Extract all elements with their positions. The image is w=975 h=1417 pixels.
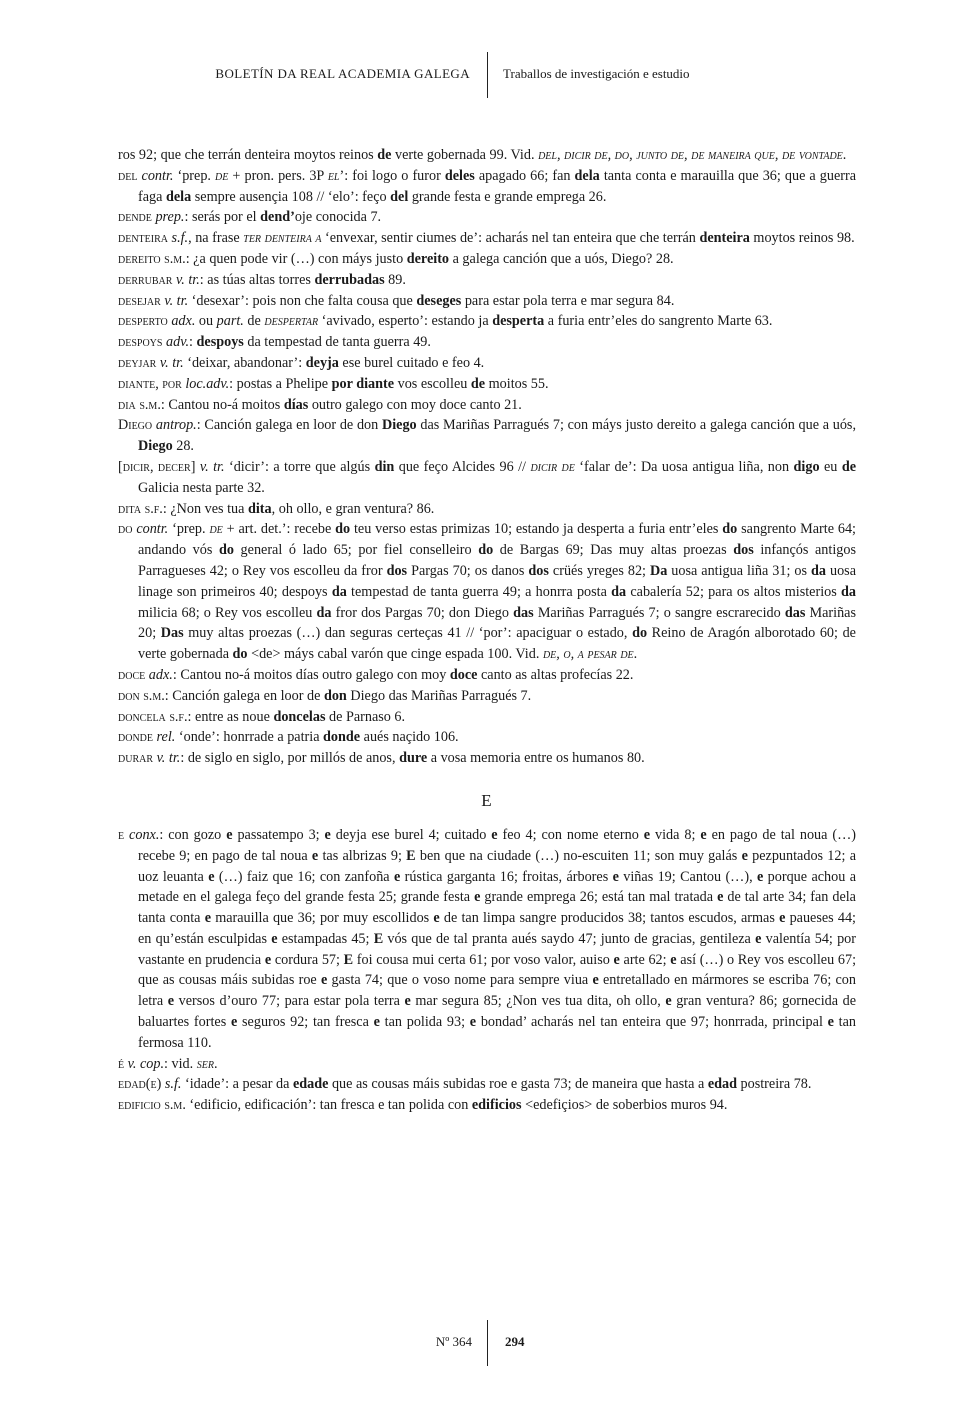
entries-d	[118, 145, 856, 769]
entry-keyword: deles	[444, 167, 475, 184]
entry-text: 89.	[384, 271, 406, 288]
entry-text: vida 8;	[650, 826, 701, 843]
entry-text: : ¿Non ves tua	[162, 500, 248, 517]
entry-headword: desejar	[118, 292, 161, 309]
entry-keyword: do	[632, 625, 648, 642]
entry-headword: durar	[118, 750, 154, 767]
dictionary-entry	[118, 707, 856, 728]
entry-text: grande festa e grande emprega 26.	[408, 188, 607, 205]
entry-text: Diego das Mariñas Parragués 7.	[346, 687, 532, 704]
entry-text: : serás por el	[184, 209, 261, 226]
page-footer	[0, 1320, 975, 1366]
entry-keyword: dure	[399, 750, 428, 767]
entry-grammar-label: s.m.	[164, 1097, 186, 1114]
entry-grammar-label: v. tr.	[176, 271, 200, 288]
entry-text: grande emprega 26; está tan mal tratada	[480, 889, 718, 906]
entry-headword: dia	[118, 396, 136, 413]
dictionary-entry	[118, 727, 856, 748]
entry-text: 28.	[172, 438, 194, 455]
entry-grammar-label: antrop.	[155, 417, 197, 434]
entry-text: entretallado en mármores se escriba 76; con letra	[138, 972, 856, 1010]
entry-text: : Cantou no-á moitos	[160, 396, 284, 413]
dictionary-entry	[118, 332, 856, 353]
entry-grammar-label: s.m.	[143, 687, 165, 704]
entry-text: ‘prep.	[168, 521, 210, 538]
entry-grammar-label: v. tr.	[199, 458, 225, 475]
dictionary-entry	[118, 1054, 856, 1075]
entry-text: porque achou a metade en el galega feço del grande festa 25; grande festa	[138, 868, 856, 906]
entry-headword: do	[118, 521, 133, 538]
entry-keyword: e	[373, 1014, 380, 1031]
entry-keyword: e	[670, 951, 677, 968]
entry-keyword: e	[665, 993, 672, 1010]
entry-text: pezpuntados 12; a uoz leuanta	[138, 847, 856, 885]
entry-grammar-label: v. cop.	[127, 1055, 165, 1072]
dictionary-body	[118, 145, 856, 1116]
entry-keyword: da	[811, 562, 826, 579]
entry-grammar-label: adx.	[171, 313, 196, 330]
entry-text: ‘desexar’: pois non che falta cousa que	[188, 292, 417, 309]
entry-keyword: e	[700, 826, 707, 843]
entry-keyword: de	[377, 147, 392, 163]
entry-text: : con gozo	[159, 826, 227, 843]
entry-keyword: días	[283, 396, 309, 413]
entry-text: sempre ausençia 108 // ‘elo’: feço	[191, 188, 391, 205]
entry-text: das Mariñas Parragués 7; con máys justo dereito a galega canción que a uós,	[416, 417, 857, 434]
entry-cross-reference: del, dicir de, do, junto de, de maneira que, de vontade	[538, 147, 843, 163]
entry-keyword: e	[393, 868, 401, 885]
entry-keyword: dela	[165, 188, 192, 205]
entry-keyword: por diante	[331, 375, 395, 392]
entry-keyword: dos	[528, 562, 549, 579]
entry-headword: edad(e)	[118, 1076, 162, 1093]
entry-text: passatempo 3;	[232, 826, 325, 843]
entry-keyword: e	[320, 972, 328, 989]
entry-text: ‘dicir’: a torre que algús	[224, 458, 375, 475]
dictionary-entry	[118, 686, 856, 707]
entry-keyword: e	[311, 847, 319, 864]
entry-grammar-label: adv.	[166, 334, 189, 351]
entry-cross-reference: de, o, a pesar de	[542, 646, 634, 663]
entry-text: tanta conta e marauilla que 36; que a guerra faga	[138, 167, 857, 205]
entry-keyword: das	[784, 604, 806, 621]
entry-text: ‘envexar, sentir ciumes de’: acharás nel tan enteira que che terrán	[321, 230, 700, 247]
entry-text: Reino de Aragón alborotado 60; de verte gobernada	[138, 625, 856, 663]
entry-keyword: e	[827, 1014, 834, 1031]
entry-text: a furia entr’eles do sangrento Marte 63.	[544, 313, 773, 330]
entry-headword: dende	[118, 209, 152, 226]
entry-headword: del	[118, 167, 138, 184]
entry-text: sangrento Marte 64; andando vós	[138, 521, 856, 559]
entry-text: estampadas 45;	[277, 930, 374, 947]
entry-text: rústica garganta 16; froitas, árbores	[400, 868, 613, 885]
entry-text: gasta 74; que o voso nome para sempre viua	[327, 972, 593, 989]
entry-text: .	[633, 646, 638, 663]
entry-text: : entre as noue	[187, 708, 274, 725]
entry-cross-reference: ter denteira a	[243, 230, 322, 247]
entry-text: para estar pola terra e mar segura 84.	[461, 292, 675, 309]
entry-text: ‘avivado, esperto’: estando ja	[318, 313, 493, 330]
entry-headword: despoys	[118, 334, 163, 351]
entry-text: : Canción galega en loor de don	[196, 417, 382, 434]
entry-keyword: e	[643, 826, 651, 843]
dictionary-entry	[118, 311, 856, 332]
entry-grammar-label: s.f.	[169, 708, 188, 725]
section-letter-heading: E	[481, 790, 493, 810]
entry-headword: donde	[118, 729, 153, 746]
entry-keyword: e	[264, 951, 272, 968]
entry-keyword: e	[230, 1014, 238, 1031]
entry-text: canto as altas profecías 22.	[477, 666, 634, 683]
entry-keyword: Da	[649, 562, 668, 579]
entry-keyword: e	[717, 889, 724, 906]
entry-text: <edefiçios> de soberbios muros 94.	[521, 1097, 728, 1114]
entry-headword: dereito	[118, 250, 161, 267]
entry-grammar-label: s.m.	[164, 250, 186, 267]
entry-keyword: e	[167, 993, 175, 1010]
entry-headword: doce	[118, 666, 146, 683]
entry-text: ‘falar de’: Da uosa antigua liña, non	[574, 458, 794, 475]
entry-keyword: e	[208, 868, 215, 885]
entry-text: viñas 19; Cantou (…),	[618, 868, 757, 885]
entry-text: aués naçido 106.	[360, 729, 459, 746]
entry-grammar-label: s.f.	[144, 500, 163, 517]
entry-text: oje conocida 7.	[294, 209, 382, 226]
entry-text: ou	[195, 313, 217, 330]
entry-keyword: denteira	[699, 230, 750, 247]
entry-grammar-label: conx.	[129, 826, 160, 843]
entry-cross-reference: de	[215, 167, 229, 184]
entry-headword: doncela	[118, 708, 166, 725]
entry-grammar-label: prep.	[155, 209, 185, 226]
entry-headword: e	[118, 826, 125, 843]
entry-keyword: e	[613, 951, 620, 968]
entry-cross-reference: despertar	[264, 313, 319, 330]
entry-headword: deyjar	[118, 354, 157, 371]
entry-text: foi cousa mui certa 61; por voso valor, auiso	[353, 951, 614, 968]
entry-keyword: Das	[160, 625, 184, 642]
entry-grammar-label: contr.	[136, 521, 169, 538]
entry-headword: desperto	[118, 313, 168, 330]
entry-text: <de> máys cabal varón que cinge espada 100. Vid.	[247, 646, 543, 663]
dictionary-entry	[118, 291, 856, 312]
entry-keyword: deyja	[305, 354, 339, 371]
entry-keyword: dend’	[260, 209, 295, 226]
dictionary-entry	[118, 499, 856, 520]
entry-text: mar segura 85; ¿Non ves tua dita, oh ollo,	[410, 993, 666, 1010]
entry-text: ‘idade’: a pesar da	[181, 1076, 293, 1093]
entry-keyword: dos	[733, 542, 754, 559]
entry-keyword: Diego	[381, 417, 417, 434]
entry-headword: derrubar	[118, 271, 173, 288]
entry-keyword: del	[390, 188, 409, 205]
entry-keyword: dita	[247, 500, 272, 517]
entry-grammar-label: s.m.	[139, 396, 161, 413]
entry-keyword: e	[404, 993, 411, 1010]
entry-text: : Canción galega en loor de	[164, 687, 324, 704]
entry-text: .	[842, 147, 847, 163]
entry-grammar-label: rel.	[156, 729, 176, 746]
entry-text: de	[243, 313, 265, 330]
entry-text: ‘prep.	[173, 167, 216, 184]
entry-text: tan fermosa 110.	[138, 1014, 856, 1051]
entry-keyword: de	[470, 375, 486, 392]
entry-text: : vid.	[164, 1055, 197, 1072]
entry-text: teu verso estas primizas 10; estando ja desperta a furia entr’eles	[350, 521, 723, 538]
entry-headword: [dicir, decer]	[118, 458, 196, 475]
entry-text: general ó lado 65; por fiel conselleiro	[233, 542, 479, 559]
dictionary-entry	[118, 457, 856, 499]
entry-text: da tempestad de tanta guerra 49.	[243, 334, 431, 351]
entry-keyword: doncelas	[273, 708, 326, 725]
entry-headword: don	[118, 687, 140, 704]
entry-text: verte gobernada 99. Vid.	[391, 147, 539, 163]
dictionary-entry	[118, 145, 856, 166]
entry-text: uosa antigua liña 31; os	[667, 562, 812, 579]
entry-text: gran ventura? 86; gornecida de baluartes fortes	[138, 993, 856, 1031]
dictionary-entry	[118, 270, 856, 291]
entry-text: valentía 54; por vastante en prudencia	[138, 930, 856, 968]
dictionary-entry	[118, 519, 856, 665]
entry-text: a vosa memoria entre os humanos 80.	[427, 750, 645, 767]
entry-text: ros 92; que che terrán denteira moytos reinos	[118, 147, 378, 163]
entry-cross-reference: el	[327, 167, 340, 184]
entry-text: de tan limpa sangre producidos 38; tantos escudos, armas	[439, 910, 780, 927]
entries-e	[118, 825, 856, 1116]
page-number: 294	[505, 1334, 525, 1349]
entry-headword: Diego	[118, 417, 153, 434]
entry-keyword: edificios	[471, 1097, 522, 1114]
entry-text: eu	[819, 458, 842, 475]
entry-text: cordura 57;	[271, 951, 344, 968]
entry-text: tas albrizas 9;	[318, 847, 407, 864]
journal-title: BOLETÍN DA REAL ACADEMIA GALEGA	[215, 66, 470, 81]
entry-text: (…) faiz que 16; con zanfoña	[214, 868, 394, 885]
entry-keyword: edade	[292, 1076, 329, 1093]
entry-keyword: e	[741, 847, 748, 864]
entry-text: seguros 92; tan fresca	[237, 1014, 374, 1031]
entry-cross-reference: ser	[196, 1055, 214, 1072]
entry-keyword: din	[374, 458, 395, 475]
entry-text: versos d’ouro 77; para estar pola terra	[174, 993, 405, 1010]
entry-text: moitos 55.	[485, 375, 549, 392]
entry-keyword: E	[406, 847, 416, 864]
dictionary-entry	[118, 825, 856, 1054]
entry-text: tempestad de tanta guerra 49; a honrra posta	[346, 583, 612, 600]
entry-text: feo 4; con nome eterno	[497, 826, 644, 843]
entry-text: infançós antigos Parragueses 42; o Rey vos escolleu da fror	[138, 542, 856, 579]
entry-text: moytos reinos 98.	[749, 230, 855, 247]
entry-text: ’: foi logo o furor	[339, 167, 445, 184]
entry-text: : ¿a quen pode vir (…) con máys justo	[185, 250, 407, 267]
entry-keyword: do	[335, 521, 351, 538]
entry-text: ‘onde’: honrrade a patria	[175, 729, 324, 746]
entry-keyword: don	[323, 687, 347, 704]
entry-headword: denteira	[118, 230, 168, 247]
entry-text: + pron. pers. 3P	[228, 167, 328, 184]
entry-text: : as túas altas torres	[199, 271, 315, 288]
entry-keyword: digo	[793, 458, 820, 475]
entry-text: ese burel cuitado e feo 4.	[338, 354, 485, 371]
entry-keyword: edad	[707, 1076, 737, 1093]
entry-text: de Bargas 69; Das muy altas proezas	[493, 542, 734, 559]
entry-keyword: e	[226, 826, 233, 843]
entry-keyword: e	[469, 1014, 477, 1031]
entry-keyword: da	[611, 583, 627, 600]
entry-keyword: E	[373, 930, 384, 947]
entry-keyword: despoys	[196, 334, 244, 351]
entry-text: a galega canción que a uós, Diego? 28.	[449, 250, 674, 267]
entry-keyword: e	[612, 868, 619, 885]
entry-text: marauilla que 36; por muy escollidos	[211, 910, 434, 927]
entry-text: ‘edificio, edificación’: tan fresca e tan polida con	[185, 1097, 472, 1114]
entry-text: así (…) o Rey vos escolleu 67; que as cousas máis subidas roe	[138, 951, 857, 989]
entry-keyword: dos	[386, 562, 408, 579]
entry-text: :	[189, 334, 197, 351]
entry-grammar-label: loc.adv.	[185, 375, 230, 392]
entry-text: de tal arte 34; fan dela tanta conta	[138, 889, 856, 927]
entry-text: que feço Alcides 96 //	[394, 458, 531, 475]
entry-keyword: e	[474, 889, 481, 906]
entry-keyword: donde	[323, 729, 361, 746]
entry-text: , oh ollo, e gran ventura? 86.	[271, 500, 435, 517]
entry-text: postreira 78.	[736, 1076, 812, 1093]
entry-grammar-label: contr.	[141, 167, 174, 184]
entry-keyword: das	[513, 604, 534, 621]
dictionary-entry	[118, 748, 856, 769]
header-divider	[487, 52, 488, 98]
entry-keyword: de	[841, 458, 856, 475]
entry-keyword: da	[316, 604, 332, 621]
entry-text: : postas a Phelipe	[229, 375, 332, 392]
entry-keyword: da	[841, 583, 856, 600]
footer-divider	[487, 1320, 488, 1366]
entry-text: crüés yreges 82;	[548, 562, 650, 579]
entry-keyword: e	[491, 826, 498, 843]
entry-text: deyja ese burel 4; cuitado	[330, 826, 492, 843]
entry-keyword: do	[478, 542, 494, 559]
dictionary-entry	[118, 1095, 856, 1116]
entry-text: en pago de tal noua (…) recebe 9; en pago de tal noua	[138, 826, 857, 864]
entry-text: Mariñas Parragués 7; o sangre escrarecido	[533, 604, 785, 621]
dictionary-entry	[118, 353, 856, 374]
entry-text: que as cousas máis subidas roe e gasta 73; de maneira que hasta a	[328, 1076, 708, 1093]
entry-text: apagado 66; fan	[474, 167, 575, 184]
entry-text: vos escolleu	[394, 375, 471, 392]
entry-text: Mariñas 20;	[138, 604, 856, 642]
entry-text: de Parnaso 6.	[325, 708, 406, 725]
entry-text: ‘deixar, abandonar’:	[183, 354, 306, 371]
entry-text: .	[213, 1055, 218, 1072]
entry-keyword: e	[755, 930, 762, 947]
dictionary-entry	[118, 665, 856, 686]
entry-keyword: Diego	[138, 438, 173, 455]
entry-keyword: do	[218, 542, 234, 559]
entry-text: paueses 44; en qu’están esculpidas	[138, 910, 857, 947]
entry-keyword: desperta	[492, 313, 545, 330]
entry-text: cabalería 52; para os altos misterios	[626, 583, 842, 600]
dictionary-entry	[118, 415, 856, 457]
entry-headword: edificio	[118, 1097, 161, 1114]
dictionary-entry	[118, 374, 856, 395]
dictionary-entry	[118, 166, 856, 208]
entry-keyword: e	[757, 868, 764, 885]
entry-grammar-label: s.f.	[164, 1076, 182, 1093]
entry-grammar-label: adx.	[148, 666, 173, 683]
entry-keyword: derrubadas	[314, 271, 385, 288]
dictionary-entry	[118, 1074, 856, 1095]
entry-text: , na frase	[188, 230, 244, 247]
entry-keyword: e	[271, 930, 278, 947]
entry-keyword: e	[779, 910, 786, 927]
entry-headword: diante, por	[118, 375, 182, 392]
entry-cross-reference: dicir de	[530, 458, 575, 475]
entry-text: : Cantou no-á moitos días outro galego con moy	[172, 666, 450, 683]
dictionary-entry	[118, 395, 856, 416]
entry-grammar-label: v. tr.	[159, 354, 184, 371]
entry-keyword: dereito	[406, 250, 450, 267]
entry-text: fror dos Pargas 70; don Diego	[331, 604, 514, 621]
entry-text: milicia 68; o Rey vos escolleu	[138, 604, 317, 621]
entry-text: + art. det.’: recebe	[222, 521, 336, 538]
entry-cross-reference: de	[209, 521, 223, 538]
entry-keyword: e	[433, 910, 440, 927]
entry-headword: é	[118, 1055, 125, 1072]
entry-text: vós que de tal pranta aués saydo 47; junto de gracias, gentileza	[383, 930, 756, 947]
entry-text: Galicia nesta parte 32.	[138, 479, 265, 496]
entry-grammar-label: part.	[216, 313, 244, 330]
entry-keyword: e	[324, 826, 331, 843]
entry-keyword: doce	[449, 666, 478, 683]
entry-text: Pargas 70; os danos	[407, 562, 529, 579]
entry-grammar-label: s.f.	[171, 230, 189, 247]
entry-keyword: do	[232, 646, 248, 663]
running-header	[0, 52, 975, 100]
entry-text: tan polida 93;	[379, 1014, 470, 1031]
issue-number: Nº 364	[435, 1334, 472, 1349]
entry-keyword: deseges	[416, 292, 462, 309]
dictionary-entry	[118, 207, 856, 228]
entry-text: : de siglo en siglo, por millós de anos,	[180, 750, 400, 767]
entry-keyword: e	[592, 972, 599, 989]
entry-grammar-label: v. tr.	[156, 750, 181, 767]
entry-keyword: dela	[574, 167, 600, 184]
entry-text: arte 62;	[619, 951, 671, 968]
section-title: Traballos de investigación e estudio	[503, 66, 690, 81]
entry-text: muy altas proezas (…) dan seguras certeças 41 // ‘por’: apaciguar o estado,	[183, 625, 633, 642]
dictionary-entry	[118, 249, 856, 270]
entry-keyword: E	[343, 951, 354, 968]
entry-text: uosa linage son primeiros 40; despoys	[138, 562, 856, 600]
entry-headword: dita	[118, 500, 142, 517]
entry-text: bondad’ acharás nel tan enteira que 97; honrrada, principal	[476, 1014, 828, 1031]
entry-keyword: do	[722, 521, 738, 538]
dictionary-entry	[118, 228, 856, 249]
entry-text: ben que na ciudade (…) no-escuiten 11; son muy galás	[415, 847, 742, 864]
entry-keyword: da	[331, 583, 347, 600]
entry-keyword: e	[204, 910, 211, 927]
entry-text: outro galego con moy doce canto 21.	[308, 396, 522, 413]
entry-grammar-label: v. tr.	[164, 292, 189, 309]
